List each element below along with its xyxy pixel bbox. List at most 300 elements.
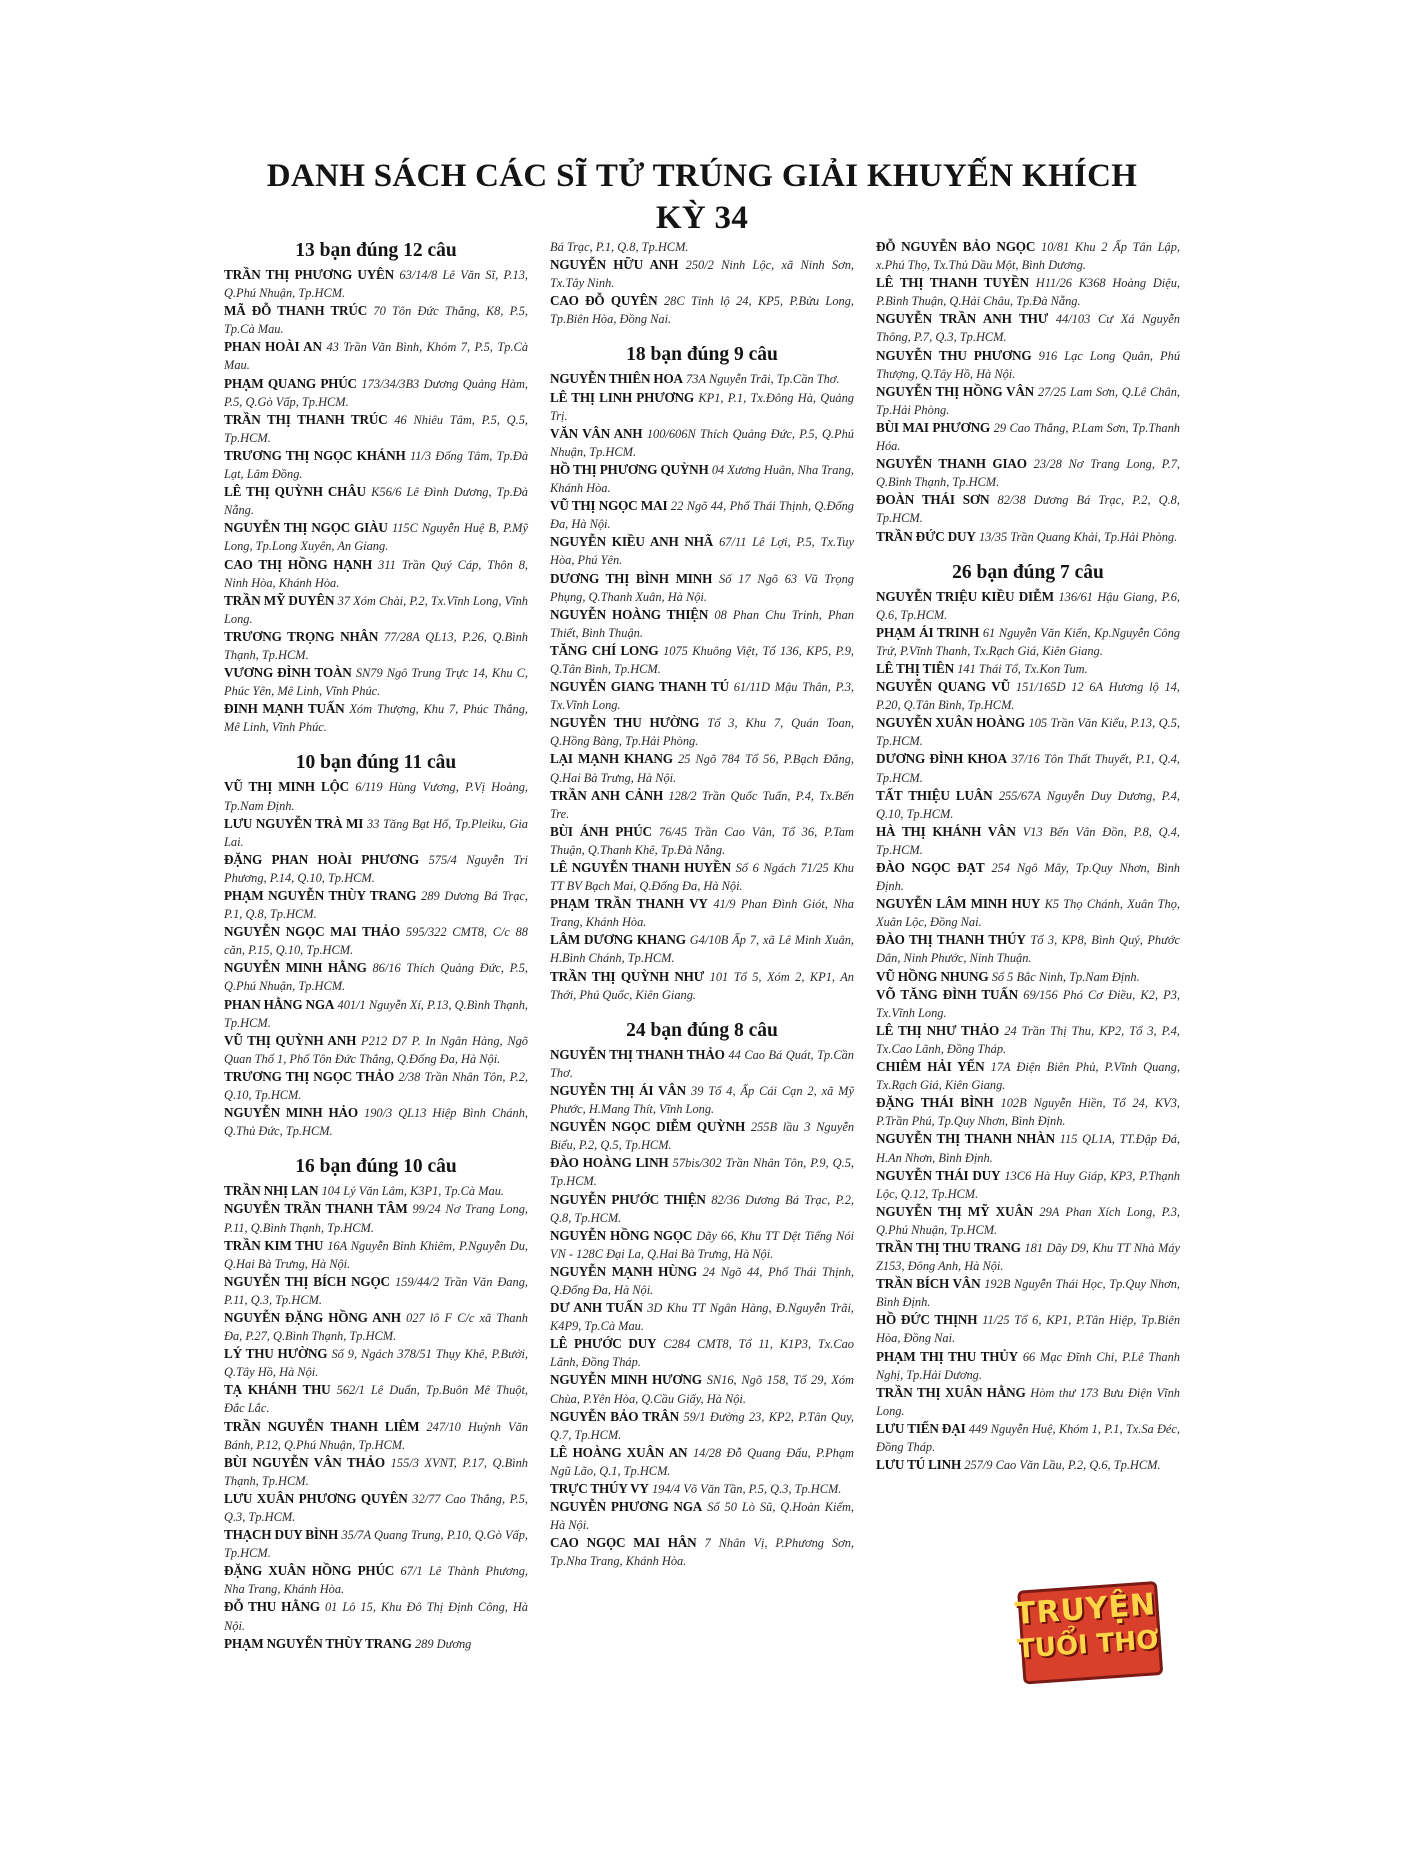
winner-name: TẠ KHÁNH THU xyxy=(224,1382,331,1398)
winner-address: 67/1 Lê Thành Phương, Nha Trang, Khánh Hòa. xyxy=(224,1564,529,1597)
winner-address: 115 QL1A, TT.Đập Đá, H.An Nhơn, Bình Định. xyxy=(876,1132,1180,1165)
winner-entry xyxy=(224,959,528,995)
winner-address: 66 Mạc Đĩnh Chi, P.Lê Thanh Nghị, Tp.Hải Dương. xyxy=(876,1349,1181,1382)
winner-address: 01 Lô 15, Khu Đô Thị Định Công, Hà Nội. xyxy=(224,1600,528,1633)
winner-name: ĐOÀN THÁI SƠN xyxy=(876,492,990,508)
winner-address: 44/103 Cư Xá Nguyễn Thông, P.7, Q.3, Tp.HCM. xyxy=(876,312,1180,345)
winner-name: DƯ ANH TUẤN xyxy=(550,1300,643,1316)
winner-name: LÊ THỊ LINH PHƯƠNG xyxy=(550,389,694,405)
winner-entry xyxy=(224,851,528,887)
winner-entry xyxy=(550,1263,854,1299)
winner-entry xyxy=(224,1490,528,1526)
winner-address: 76/45 Trần Cao Vân, Tổ 36, P.Tam Thuận, Q.Thanh Khê, Tp.Đà Nẵng. xyxy=(550,824,855,857)
winner-name: VÕ TĂNG ĐÌNH TUẤN xyxy=(876,986,1018,1002)
winner-entry xyxy=(224,1237,528,1273)
winner-address: 14/28 Đỗ Quang Đẩu, P.Phạm Ngũ Lão, Q.1, Tp.HCM. xyxy=(550,1445,854,1478)
winner-name: ĐẶNG PHAN HOÀI PHƯƠNG xyxy=(224,851,419,867)
winner-entry xyxy=(550,425,854,461)
winner-entry xyxy=(224,1032,528,1068)
winner-name: NGUYỄN HOÀNG THIỆN xyxy=(550,606,709,622)
winner-address: 401/1 Nguyễn Xí, P.13, Q.Bình Thạnh, Tp.HCM. xyxy=(224,997,528,1030)
winner-name: HỒ ĐỨC THỊNH xyxy=(876,1312,978,1328)
winner-name: LÊ NGUYỄN THANH HUYỀN xyxy=(550,860,731,875)
winner-name: TRỰC THÚY VY xyxy=(550,1481,649,1496)
winner-name: MÃ ĐỖ THANH TRÚC xyxy=(224,303,368,319)
section-heading: 24 bạn đúng 8 câu xyxy=(626,1019,778,1041)
winner-name: ĐÀO THỊ THANH THÚY xyxy=(876,932,1026,948)
winner-name: LÊ PHƯỚC DUY xyxy=(550,1336,657,1352)
winner-address: 7 Nhân Vị, P.Phương Sơn, Tp.Nha Trang, Khánh Hòa. xyxy=(550,1536,855,1569)
winner-entry xyxy=(876,968,1180,986)
winner-entry xyxy=(876,931,1180,967)
winner-name: NGUYỄN TRẦN ANH THƯ xyxy=(876,311,1049,327)
winner-address: 101 Tổ 5, Xóm 2, KP1, An Thới, Phú Quốc, Kiên Giang. xyxy=(550,969,855,1002)
winner-address: Số 6 Ngách 71/25 Khu TT BV Bạch Mai, Q.Đống Đa, Hà Nội. xyxy=(550,861,854,894)
winner-address: 17A Điện Biên Phủ, P.Vĩnh Quang, Tx.Rạch Giá, Kiên Giang. xyxy=(876,1060,1180,1093)
winner-address: 43 Trần Văn Bình, Khóm 7, P.5, Tp.Cà Mau. xyxy=(224,340,529,373)
winner-entry xyxy=(550,1082,854,1118)
winner-address: 23/28 Nơ Trang Long, P.7, Q.Bình Thạnh, Tp.HCM. xyxy=(876,457,1181,490)
winner-address: 27/25 Lam Sơn, Q.Lê Chân, Tp.Hải Phòng. xyxy=(876,384,1180,417)
winner-entry xyxy=(550,238,854,256)
winner-address: 73A Nguyễn Trãi, Tp.Cần Thơ. xyxy=(686,372,840,387)
winner-name: LÊ THỊ THANH TUYỀN xyxy=(876,275,1029,291)
winner-entry xyxy=(876,274,1180,310)
winner-name: PHẠM QUANG PHÚC xyxy=(224,375,357,391)
winner-name: LƯU XUÂN PHƯƠNG QUYÊN xyxy=(224,1490,408,1506)
winner-name: TRƯƠNG TRỌNG NHÂN xyxy=(224,628,379,644)
winner-name: NGUYỄN THỊ HỒNG VÂN xyxy=(876,383,1034,399)
winner-entry xyxy=(876,859,1180,895)
winner-entry xyxy=(550,1534,854,1570)
winner-entry xyxy=(550,1408,854,1444)
winner-entry xyxy=(224,1182,528,1200)
winner-address: 115C Nguyễn Huệ B, P.Mỹ Long, Tp.Long Xuyên, An Giang. xyxy=(224,521,528,554)
section-heading: 16 bạn đúng 10 câu xyxy=(295,1156,457,1178)
winner-name: PHẠM NGUYỄN THÙY TRANG xyxy=(224,1635,412,1651)
winner-entry xyxy=(550,859,854,895)
winner-entry xyxy=(224,1454,528,1490)
winner-address: 194/4 Võ Văn Tần, P.5, Q.3, Tp.HCM. xyxy=(651,1482,842,1496)
winner-entry xyxy=(550,1227,854,1263)
winner-address: 13C6 Hà Huy Giáp, KP3, P.Thạnh Lộc, Q.12, Tp.HCM. xyxy=(876,1168,1180,1201)
winner-entry xyxy=(224,1345,528,1381)
winner-address: 027 lô F C/c xã Thanh Đa, P.27, Q.Bình Thạnh, Tp.HCM. xyxy=(224,1310,528,1344)
winner-entry xyxy=(224,815,528,851)
winner-address: 57bis/302 Trần Nhân Tôn, P.9, Q.5, Tp.HCM. xyxy=(550,1156,855,1189)
winner-name: TẤT THIỆU LUÂN xyxy=(876,787,993,803)
winner-name: TĂNG CHÍ LONG xyxy=(550,642,659,658)
winner-name: TRẦN THỊ QUỲNH NHƯ xyxy=(550,968,705,984)
winner-name: TRẦN ĐỨC DUY xyxy=(876,528,976,544)
winner-address: 10/81 Khu 2 Ấp Tân Lập, x.Phú Thọ, Tx.Thủ Dầu Một, Bình Dương. xyxy=(876,240,1180,273)
winner-address: 562/1 Lê Duẩn, Tp.Buôn Mê Thuột, Đắc Lắc. xyxy=(224,1383,528,1416)
winner-entry xyxy=(876,1203,1180,1239)
section-heading: 26 bạn đúng 7 câu xyxy=(952,561,1104,583)
winner-name: LÂM DƯƠNG KHANG xyxy=(550,932,686,948)
winner-name: TRẦN BÍCH VÂN xyxy=(876,1276,981,1292)
winner-address: 136/61 Hậu Giang, P.6, Q.6, Tp.HCM. xyxy=(876,589,1180,622)
winner-name: NGUYỄN QUANG VŨ xyxy=(876,679,1010,695)
winner-address: 22 Ngõ 44, Phố Thái Thịnh, Q.Đống Đa, Hà Nội. xyxy=(550,499,854,532)
section-heading: 10 bạn đúng 11 câu xyxy=(295,752,457,774)
winner-entry xyxy=(224,519,528,555)
winner-entry xyxy=(876,491,1180,527)
winner-entry xyxy=(550,606,854,642)
winner-name: TRẦN THỊ XUÂN HẰNG xyxy=(876,1384,1026,1400)
winner-name: NGUYỄN THỊ ÁI VÂN xyxy=(550,1082,686,1098)
winner-name: LƯU NGUYỄN TRÀ MI xyxy=(224,815,364,831)
winner-entry xyxy=(876,660,1180,678)
winner-name: CHIÊM HẢI YẾN xyxy=(876,1059,985,1075)
winner-name: CAO THỊ HỒNG HẠNH xyxy=(224,556,373,572)
winner-entry xyxy=(550,461,854,497)
winner-address: 128/2 Trần Quốc Tuấn, P.4, Tx.Bến Tre. xyxy=(550,788,854,821)
winner-address: 181 Dãy D9, Khu TT Nhà Máy Z153, Đông Anh, Hà Nội. xyxy=(876,1240,1180,1274)
winner-name: PHAN HOÀI AN xyxy=(224,339,322,355)
winner-entry xyxy=(224,664,528,700)
winner-address: 37/16 Tôn Thất Thuyết, P.1, Q.4, Tp.HCM. xyxy=(876,752,1180,785)
winner-address: 99/24 Nơ Trang Long, P.11, Q.Bình Thạnh, Tp.HCM. xyxy=(224,1202,528,1235)
winner-name: VƯƠNG ĐÌNH TOÀN xyxy=(224,665,352,681)
winner-entry xyxy=(876,1130,1180,1166)
winner-entry xyxy=(550,292,854,328)
winner-entry xyxy=(550,1154,854,1190)
winner-name: NGUYỄN THỊ THANH THẢO xyxy=(550,1046,725,1062)
winner-entry xyxy=(550,1444,854,1480)
winner-name: VŨ THỊ QUỲNH ANH xyxy=(224,1032,357,1048)
winner-name: TRẦN THỊ THANH TRÚC xyxy=(224,411,388,427)
winner-name: LÝ THU HƯỜNG xyxy=(224,1346,328,1362)
winner-entry xyxy=(876,895,1180,931)
winner-entry xyxy=(876,528,1180,546)
winner-entry xyxy=(224,1381,528,1417)
winner-entry xyxy=(550,1371,854,1407)
winner-address: 33 Tăng Bạt Hổ, Tp.Pleiku, Gia Lai. xyxy=(224,816,528,849)
winner-address: Tổ 3, KP8, Bình Quý, Phước Dân, Ninh Phước, Ninh Thuận. xyxy=(876,933,1180,966)
winner-name: NGUYỄN TRẦN THANH TÂM xyxy=(224,1201,408,1217)
winners-columns xyxy=(224,238,1180,1653)
winner-entry xyxy=(550,1118,854,1154)
winner-name: NGUYỄN MINH HƯƠNG xyxy=(550,1372,702,1388)
winner-address: 173/34/3B3 Dương Quảng Hàm, P.5, Q.Gò Vấp, Tp.HCM. xyxy=(224,376,528,409)
winner-name: BÙI NGUYỄN VÂN THẢO xyxy=(224,1454,385,1470)
winner-entry xyxy=(224,1104,528,1140)
winner-entry xyxy=(224,1309,528,1345)
winner-entry xyxy=(876,678,1180,714)
winner-entry xyxy=(224,592,528,628)
winner-entry xyxy=(224,1068,528,1104)
winner-name: NGUYỄN THỊ THANH NHÀN xyxy=(876,1131,1055,1147)
winner-entry xyxy=(224,887,528,923)
winner-entry xyxy=(876,238,1180,274)
winner-entry xyxy=(876,1456,1180,1474)
winner-name: ĐINH MẠNH TUẤN xyxy=(224,701,345,717)
winner-name: VŨ THỊ MINH LỘC xyxy=(224,779,349,795)
winner-name: VĂN VÂN ANH xyxy=(550,425,643,441)
winner-name: ĐẶNG THÁI BÌNH xyxy=(876,1095,994,1111)
winner-address: 247/10 Huỳnh Văn Bánh, P.12, Q.Phú Nhuận, Tp.HCM. xyxy=(224,1419,529,1452)
logo-line-2: TUỔI THƠ xyxy=(1016,1625,1160,1665)
winner-entry xyxy=(876,1094,1180,1130)
winner-address: Số 5 Bắc Ninh, Tp.Nam Định. xyxy=(991,969,1140,984)
winner-address: 29A Phan Xích Long, P.3, Q.Phú Nhuận, Tp.HCM. xyxy=(876,1204,1180,1237)
winner-name: NGUYỄN XUÂN HOÀNG xyxy=(876,715,1025,731)
magazine-logo xyxy=(1009,1575,1166,1685)
winner-address: 61/11D Mậu Thân, P.3, Tx.Vĩnh Long. xyxy=(550,680,854,713)
winner-address: 255B lầu 3 Nguyễn Biểu, P.2, Q.5, Tp.HCM. xyxy=(550,1120,855,1153)
winner-address: 24 Ngõ 44, Phố Thái Thịnh, Q.Đống Đa, Hà Nội. xyxy=(550,1264,855,1297)
winner-address: 595/322 CMT8, C/c 88 căn, P.15, Q.10, Tp.HCM. xyxy=(224,925,528,958)
winner-name: NGUYỄN THỊ BÍCH NGỌC xyxy=(224,1273,390,1289)
winner-entry xyxy=(224,411,528,447)
winner-name: PHẠM ÁI TRINH xyxy=(876,624,980,640)
winner-entry xyxy=(550,497,854,533)
winner-name: THẠCH DUY BÌNH xyxy=(224,1527,339,1543)
winner-entry xyxy=(224,1273,528,1309)
winner-name: TRẦN MỸ DUYÊN xyxy=(224,592,335,608)
winner-entry xyxy=(876,588,1180,624)
winner-address: 29 Cao Thắng, P.Lam Sơn, Tp.Thanh Hóa. xyxy=(876,420,1181,454)
winner-entry xyxy=(224,1200,528,1236)
winner-entry xyxy=(876,787,1180,823)
winner-name: BÙI ÁNH PHÚC xyxy=(550,823,652,839)
winner-address: 575/4 Nguyễn Tri Phương, P.14, Q.10, Tp.HCM. xyxy=(224,852,529,885)
winner-name: TRƯƠNG THỊ NGỌC KHÁNH xyxy=(224,447,406,463)
winner-address: 13/35 Trần Quang Khải, Tp.Hải Phòng. xyxy=(978,529,1178,544)
winner-name: CAO NGỌC MAI HÂN xyxy=(550,1535,697,1551)
winner-entry xyxy=(550,642,854,678)
winner-entry xyxy=(876,1275,1180,1311)
winner-entry xyxy=(550,1498,854,1534)
winner-name: PHẠM TRẦN THANH VY xyxy=(550,896,708,912)
winner-name: TRẦN THỊ THU TRANG xyxy=(876,1239,1021,1255)
winner-address: 86/16 Thích Quảng Đức, P.5, Q.Phú Nhuận, Tp.HCM. xyxy=(224,961,528,994)
winner-entry xyxy=(876,1058,1180,1094)
winner-name: ĐÀO HOÀNG LINH xyxy=(550,1155,669,1171)
column-1 xyxy=(224,238,528,1653)
winner-entry xyxy=(876,1022,1180,1058)
winner-entry xyxy=(876,455,1180,491)
winner-entry xyxy=(550,533,854,569)
winner-address: K56/6 Lê Đình Dương, Tp.Đà Nẵng. xyxy=(224,485,528,518)
winner-address: 77/28A QL13, P.26, Q.Bình Thạnh, Tp.HCM. xyxy=(224,629,528,662)
winner-address: 39 Tổ 4, Ấp Cái Cạn 2, xã Mỹ Phước, H.Mang Thít, Vĩnh Long. xyxy=(550,1083,855,1117)
winner-address: Số 50 Lò Sũ, Q.Hoàn Kiếm, Hà Nội. xyxy=(550,1500,854,1533)
winner-entry xyxy=(550,1299,854,1335)
winner-address: 82/36 Dương Bá Trạc, P.2, Q.8, Tp.HCM. xyxy=(550,1192,855,1225)
winner-name: PHAN HẰNG NGA xyxy=(224,996,335,1012)
winner-address: 257/9 Cao Văn Lầu, P.2, Q.6, Tp.HCM. xyxy=(964,1458,1161,1473)
winner-name: ĐẶNG XUÂN HỒNG PHÚC xyxy=(224,1563,395,1579)
winner-name: NGUYỄN THANH GIAO xyxy=(876,456,1027,472)
winner-name: LÊ THỊ NHƯ THẢO xyxy=(876,1022,1000,1038)
winner-entry xyxy=(224,1598,528,1634)
winner-name: VŨ THỊ NGỌC MAI xyxy=(550,498,668,514)
winner-name: NGUYỄN BẢO TRÂN xyxy=(550,1408,679,1424)
winner-entry xyxy=(550,1046,854,1082)
winner-name: BÙI MAI PHƯƠNG xyxy=(876,419,990,435)
winner-entry xyxy=(224,338,528,374)
winner-entry xyxy=(224,375,528,411)
winner-entry xyxy=(550,787,854,823)
winner-name: PHẠM THỊ THU THỦY xyxy=(876,1348,1018,1364)
winner-name: PHẠM NGUYỄN THÙY TRANG xyxy=(224,888,417,903)
winner-name: NGUYỄN MINH HẢO xyxy=(224,1105,358,1121)
winner-name: NGUYỄN MẠNH HÙNG xyxy=(550,1263,697,1279)
winner-name: CAO ĐỖ QUYÊN xyxy=(550,293,658,309)
winner-name: ĐỖ THU HẰNG xyxy=(224,1599,320,1615)
winner-entry xyxy=(224,1526,528,1562)
winner-entry xyxy=(550,714,854,750)
winner-entry xyxy=(550,823,854,859)
winner-entry xyxy=(550,968,854,1004)
winner-name: TRẦN NHỊ LAN xyxy=(224,1183,319,1199)
winner-name: DƯƠNG ĐÌNH KHOA xyxy=(876,751,1007,767)
winner-address: 289 Dương xyxy=(414,1636,472,1651)
winner-entry xyxy=(550,678,854,714)
winner-address: 254 Ngô Mây, Tp.Quy Nhơn, Bình Định. xyxy=(876,861,1181,894)
winner-name: NGUYỄN KIỀU ANH NHÃ xyxy=(550,534,714,550)
winner-address: Số 9, Ngách 378/51 Thụy Khê, P.Bưởi, Q.Tây Hồ, Hà Nội. xyxy=(224,1347,528,1380)
winner-address: Hòm thư 173 Bưu Điện Vĩnh Long. xyxy=(876,1385,1181,1418)
winner-address: SN79 Ngô Trung Trực 14, Khu C, Phúc Yên, Mê Linh, Vĩnh Phúc. xyxy=(224,666,528,699)
winner-address: 3D Khu TT Ngân Hàng, Đ.Nguyễn Trãi, K4P9, Tp.Cà Mau. xyxy=(550,1301,854,1334)
winner-address: 35/7A Quang Trung, P.10, Q.Gò Vấp, Tp.HCM. xyxy=(224,1528,529,1561)
winner-entry xyxy=(876,1239,1180,1275)
winner-name: NGUYỄN MINH HẰNG xyxy=(224,960,367,976)
winner-entry xyxy=(224,266,528,302)
winner-address: K5 Thọ Chánh, Xuân Thọ, Xuân Lộc, Đồng Nai. xyxy=(876,897,1181,930)
winner-entry xyxy=(550,389,854,425)
winner-address: 6/119 Hùng Vương, P.Vị Hoàng, Tp.Nam Định. xyxy=(224,780,529,813)
winner-entry xyxy=(224,700,528,736)
winner-address: 1075 Khuông Việt, Tổ 136, KP5, P.9, Q.Tân Bình, Tp.HCM. xyxy=(550,643,855,676)
winner-entry xyxy=(876,419,1180,455)
winner-name: NGUYỄN HỒNG NGỌC xyxy=(550,1227,693,1243)
winner-address: 08 Phan Chu Trinh, Phan Thiết, Bình Thuận. xyxy=(550,607,854,640)
winner-entry xyxy=(224,778,528,814)
winner-address: 46 Nhiêu Tâm, P.5, Q.5, Tp.HCM. xyxy=(224,412,528,445)
winner-address: 82/38 Dương Bá Trạc, P.2, Q.8, Tp.HCM. xyxy=(876,493,1180,526)
winner-address: 44 Cao Bá Quát, Tp.Cần Thơ. xyxy=(550,1047,854,1080)
winner-entry xyxy=(876,624,1180,660)
winner-entry xyxy=(550,570,854,606)
winner-name: TRƯƠNG THỊ NGỌC THẢO xyxy=(224,1068,395,1084)
winner-address: 04 Xương Huân, Nha Trang, Khánh Hòa. xyxy=(550,462,854,496)
winner-entry xyxy=(550,895,854,931)
winner-name: NGUYỄN NGỌC DIỄM QUỲNH xyxy=(550,1119,746,1135)
winner-entry xyxy=(224,628,528,664)
winner-address: 151/165D 12 6A Hương lộ 14, P.20, Q.Tân Bình, Tp.HCM. xyxy=(876,680,1181,713)
winner-name: NGUYỄN THU HƯỜNG xyxy=(550,715,700,731)
winner-entry xyxy=(550,256,854,292)
winner-name: ĐỖ NGUYỄN BẢO NGỌC xyxy=(876,239,1036,254)
winner-address: 69/156 Phó Cơ Điều, K2, P3, Tx.Vĩnh Long. xyxy=(876,987,1180,1020)
winner-entry xyxy=(550,750,854,786)
winner-address: 24 Trần Thị Thu, KP2, Tổ 3, P.4, Tx.Cao Lãnh, Đồng Tháp. xyxy=(876,1023,1180,1056)
winner-address: 141 Thái Tổ, Tx.Kon Tum. xyxy=(957,661,1088,676)
winner-address: 289 Dương Bá Trạc, P.1, Q.8, Tp.HCM. xyxy=(224,889,528,922)
winner-name: NGUYỄN ĐẶNG HỒNG ANH xyxy=(224,1309,401,1325)
title-line-1: DANH SÁCH CÁC SĨ TỬ TRÚNG GIẢI KHUYẾN KHÍCH xyxy=(266,158,1138,194)
winner-entry xyxy=(876,1420,1180,1456)
winner-address: Tổ 3, Khu 7, Quán Toan, Q.Hồng Bàng, Tp.Hải Phòng. xyxy=(550,716,854,749)
winner-entry xyxy=(224,996,528,1032)
winner-name: NGUYỄN TRIỆU KIỀU DIỄM xyxy=(876,588,1054,604)
winner-address: 25 Ngõ 784 Tổ 56, P.Bạch Đằng, Q.Hai Bà Trưng, Hà Nội. xyxy=(550,752,854,785)
section-heading: 13 bạn đúng 12 câu xyxy=(295,240,457,261)
winner-address: 250/2 Ninh Lộc, xã Ninh Sơn, Tx.Tây Ninh. xyxy=(550,258,855,291)
winner-entry xyxy=(876,714,1180,750)
winner-entry xyxy=(550,931,854,967)
winner-address: 2/38 Trần Nhân Tôn, P.2, Q.10, Tp.HCM. xyxy=(224,1069,528,1103)
winner-address: 102B Nguyễn Hiền, Tổ 24, KV3, P.Trần Phú, Tp.Quy Nhơn, Bình Định. xyxy=(876,1096,1180,1129)
winner-address: 255/67A Nguyễn Duy Dương, P.4, Q.10, Tp.HCM. xyxy=(876,788,1180,821)
column-2 xyxy=(550,238,854,1653)
column-3 xyxy=(876,238,1180,1653)
winner-address: 104 Lý Văn Lâm, K3P1, Tp.Cà Mau. xyxy=(321,1184,505,1199)
winner-address: V13 Bến Vân Đồn, P.8, Q.4, Tp.HCM. xyxy=(876,824,1181,857)
winner-entry xyxy=(224,1562,528,1598)
winner-entry xyxy=(876,1167,1180,1203)
winner-address: H11/26 K368 Hoàng Diệu, P.Bình Thuận, Q.Hải Châu, Tp.Đà Nẵng. xyxy=(876,276,1181,309)
winner-name: TRẦN NGUYỄN THANH LIÊM xyxy=(224,1418,420,1434)
winner-address: 28C Tỉnh lộ 24, KP5, P.Bửu Long, Tp.Biên Hòa, Đồng Nai. xyxy=(550,294,855,327)
winner-name: NGUYỄN THỊ MỸ XUÂN xyxy=(876,1203,1033,1219)
winner-address: 155/3 XVNT, P.17, Q.Bình Thạnh, Tp.HCM. xyxy=(224,1455,529,1488)
winner-address: 11/3 Đống Tâm, Tp.Đà Lạt, Lâm Đồng. xyxy=(224,448,529,482)
winner-entry xyxy=(224,483,528,519)
winner-address: Bá Trạc, P.1, Q.8, Tp.HCM. xyxy=(550,240,689,254)
winner-name: HÀ THỊ KHÁNH VÂN xyxy=(876,823,1016,839)
winner-name: NGUYỄN GIANG THANH TÚ xyxy=(550,679,729,695)
winner-name: LÊ HOÀNG XUÂN AN xyxy=(550,1444,688,1460)
winner-name: ĐÀO NGỌC ĐẠT xyxy=(876,860,985,875)
winner-address: 37 Xóm Chài, P.2, Tx.Vĩnh Long, Vĩnh Long. xyxy=(224,593,528,626)
logo-line-1: TRUYỆN xyxy=(1013,1587,1158,1632)
page-title xyxy=(0,155,1404,239)
winner-name: DƯƠNG THỊ BÌNH MINH xyxy=(550,570,713,586)
winner-name: HỒ THỊ PHƯƠNG QUỲNH xyxy=(550,461,709,477)
winner-address: 63/14/8 Lê Văn Sĩ, P.13, Q.Phú Nhuận, Tp.HCM. xyxy=(224,268,528,301)
winner-entry xyxy=(550,1335,854,1371)
winner-entry xyxy=(224,1635,528,1653)
winner-address: 16A Nguyễn Bỉnh Khiêm, P.Nguyễn Du, Q.Hai Bà Trưng, Hà Nội. xyxy=(224,1238,528,1271)
winner-address: 70 Tôn Đức Thắng, K8, P.5, Tp.Cà Mau. xyxy=(224,304,528,337)
winner-address: 311 Trần Quý Cáp, Thôn 8, Ninh Hòa, Khánh Hòa. xyxy=(224,557,529,590)
winner-entry xyxy=(876,383,1180,419)
winner-address: 190/3 QL13 Hiệp Bình Chánh, Q.Thủ Đức, Tp.HCM. xyxy=(224,1106,528,1139)
winner-address: 32/77 Cao Thắng, P.5, Q.3, Tp.HCM. xyxy=(224,1491,528,1524)
winner-name: NGUYỄN THU PHƯƠNG xyxy=(876,347,1032,363)
title-line-2: KỲ 34 xyxy=(655,200,749,236)
winner-name: LÊ THỊ TIÊN xyxy=(876,660,954,676)
winner-name: NGUYỄN NGỌC MAI THẢO xyxy=(224,924,401,940)
winner-entry xyxy=(876,1384,1180,1420)
winner-address: 61 Nguyễn Văn Kiến, Kp.Nguyễn Công Trứ, P.Vĩnh Thanh, Tx.Rạch Giá, Kiên Giang. xyxy=(876,625,1180,658)
winner-name: VŨ HỒNG NHUNG xyxy=(876,968,989,984)
winner-name: LƯU TIẾN ĐẠI xyxy=(876,1420,966,1436)
winner-entry xyxy=(224,923,528,959)
winner-entry xyxy=(550,1191,854,1227)
winner-address: G4/10B Ấp 7, xã Lê Minh Xuân, H.Bình Chánh, Tp.HCM. xyxy=(550,933,855,966)
winner-name: NGUYỄN THỊ NGỌC GIÀU xyxy=(224,520,388,536)
section-heading: 18 bạn đúng 9 câu xyxy=(626,344,778,366)
winner-entry xyxy=(224,302,528,338)
winner-name: NGUYỄN PHƯỚC THIỆN xyxy=(550,1191,706,1207)
winner-name: NGUYỄN THIÊN HOA xyxy=(550,371,683,387)
